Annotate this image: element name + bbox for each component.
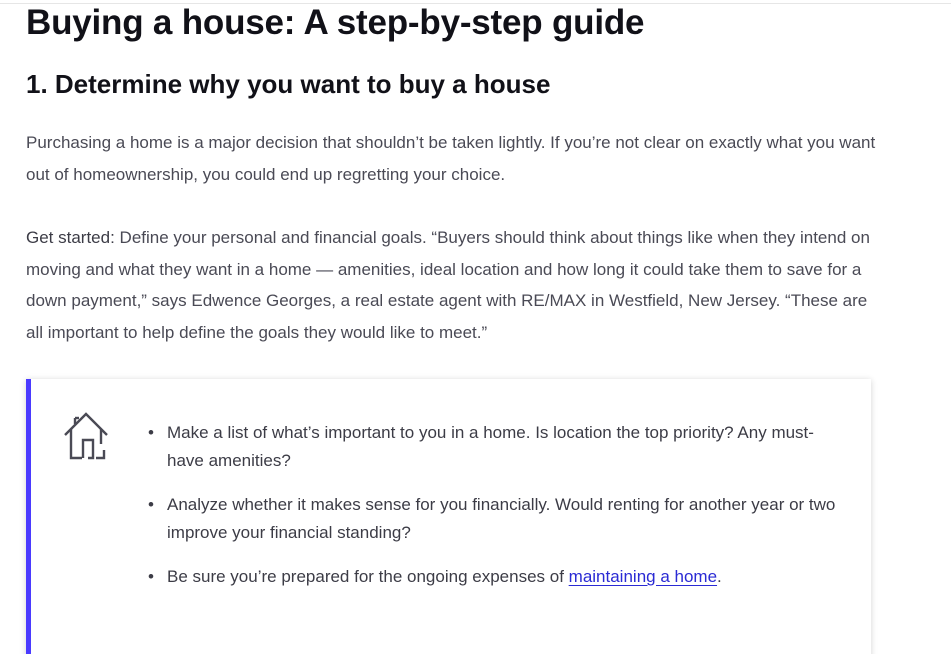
tips-list [143, 419, 843, 607]
list-item [143, 491, 843, 547]
bullet: • [148, 495, 154, 514]
page-title: Buying a house: A step-by-step guide [26, 3, 645, 42]
get-started-lead: Get started: [26, 228, 115, 247]
list-item [143, 419, 843, 475]
bullet: • [148, 567, 154, 586]
maintaining-a-home-link[interactable]: maintaining a home [568, 567, 718, 586]
tip-text: Be sure you’re prepared for the ongoing expenses of [167, 567, 569, 586]
get-started-body: Define your personal and financial goals. “Buyers should think about things like when they intend on moving and what they want in a home — amenities, ideal location and how long it could take them to save for a down payment,” says Edwence Georges, a real estate agent with RE/MAX in Westfield, New Jersey. “These are all important to help define the goals they would like to meet.” [26, 228, 870, 342]
intro-paragraph: Purchasing a home is a major decision that shouldn’t be taken lightly. If you’re not clear on exactly what you want out of homeownership, you could end up regretting your choice. [26, 133, 876, 184]
section-heading: 1. Determine why you want to buy a house [26, 69, 551, 99]
tip-text: Analyze whether it makes sense for you financially. Would renting for another year or two improve your financial standing? [167, 495, 836, 542]
tip-text-end: . [717, 567, 722, 586]
house-icon [62, 410, 114, 462]
list-item [143, 563, 843, 591]
tip-text: Make a list of what’s important to you in a home. Is location the top priority? Any must-have amenities? [167, 423, 814, 470]
get-started-paragraph [26, 222, 886, 348]
bullet: • [148, 423, 154, 442]
tips-callout-box [26, 379, 871, 654]
